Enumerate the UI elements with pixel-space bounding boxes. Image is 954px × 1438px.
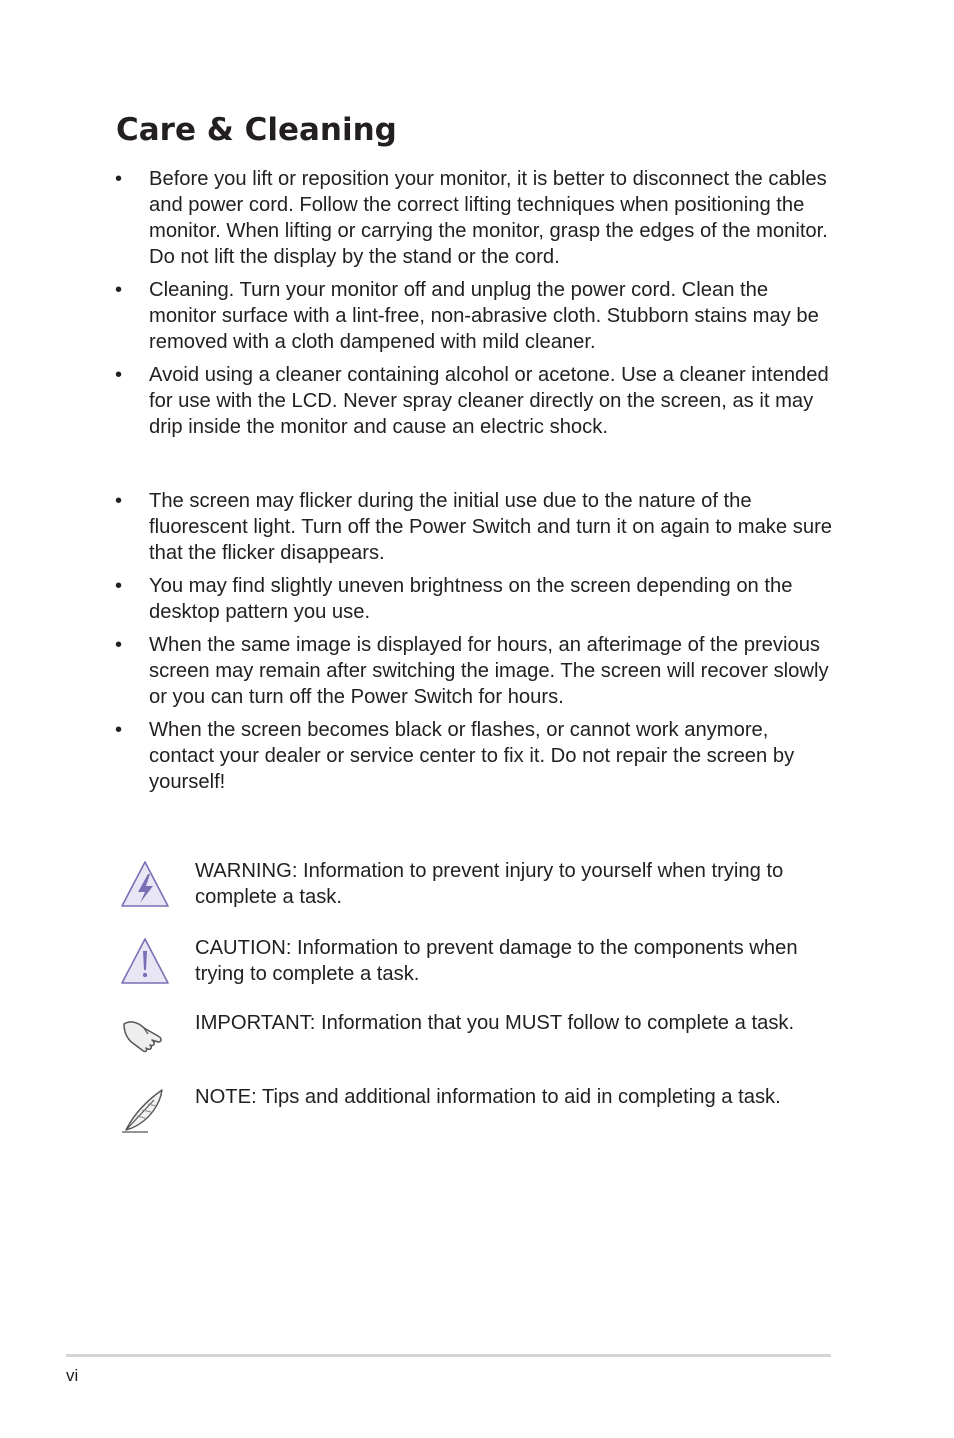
list-item-text: Cleaning. Turn your monitor off and unplug the power cord. Clean the monitor surface with a lint-free, non-abrasive cloth. Stubborn stains may be removed with a cloth dampened with mild cleaner. xyxy=(149,279,819,353)
warning-lightning-icon xyxy=(118,858,174,914)
bullet: • xyxy=(115,719,123,741)
list-item-text: You may find slightly uneven brightness on the screen depending on the desktop pattern you use. xyxy=(149,575,793,623)
bullet: • xyxy=(115,490,123,512)
warning-text: WARNING: Information to prevent injury to yourself when trying to complete a task. xyxy=(195,860,784,908)
list-item-text: Before you lift or reposition your monitor, it is better to disconnect the cables and power cord. Follow the correct lifting techniques when positioning the monitor. When lifting or carrying the monitor, grasp the edges of the monitor. Do not lift the display by the stand or the cord. xyxy=(149,168,828,268)
bullet: • xyxy=(115,168,123,190)
page-title: Care & Cleaning xyxy=(116,112,397,148)
bullet: • xyxy=(115,279,123,301)
bullet: • xyxy=(115,575,123,597)
list-item xyxy=(112,573,832,625)
important-text: IMPORTANT: Information that you MUST follow to complete a task. xyxy=(195,1012,795,1034)
list-item-text: Avoid using a cleaner containing alcohol or acetone. Use a cleaner intended for use with the LCD. Never spray cleaner directly on the screen, as it may drip inside the monitor and cause an electric shock. xyxy=(149,364,829,438)
list-item-text: When the screen becomes black or flashes, or cannot work anymore, contact your dealer or service center to fix it. Do not repair the screen by yourself! xyxy=(149,719,795,793)
list-item xyxy=(112,277,832,355)
quill-pen-icon xyxy=(118,1084,174,1140)
list-item xyxy=(112,166,832,270)
list-item xyxy=(112,717,832,795)
list-item-text: When the same image is displayed for hours, an afterimage of the previous screen may remain after switching the image. The screen will recover slowly or you can turn off the Power Switch for hours. xyxy=(149,634,829,708)
list-item xyxy=(112,362,832,440)
bullet: • xyxy=(115,634,123,656)
list-item xyxy=(112,632,832,710)
symptom-list xyxy=(112,488,832,795)
note-text: NOTE: Tips and additional information to aid in completing a task. xyxy=(195,1086,781,1108)
caution-exclamation-icon xyxy=(118,935,174,991)
care-list xyxy=(112,166,832,440)
pointing-hand-icon xyxy=(118,1010,174,1066)
page-number: vi xyxy=(66,1366,79,1385)
caution-text: CAUTION: Information to prevent damage to the components when trying to complete a task. xyxy=(195,937,798,985)
footer-divider xyxy=(66,1354,831,1357)
list-item xyxy=(112,488,832,566)
list-item-text: The screen may flicker during the initial use due to the nature of the fluorescent light. Turn off the Power Switch and turn it on again to make sure that the flicker disappears. xyxy=(149,490,833,564)
bullet: • xyxy=(115,364,123,386)
